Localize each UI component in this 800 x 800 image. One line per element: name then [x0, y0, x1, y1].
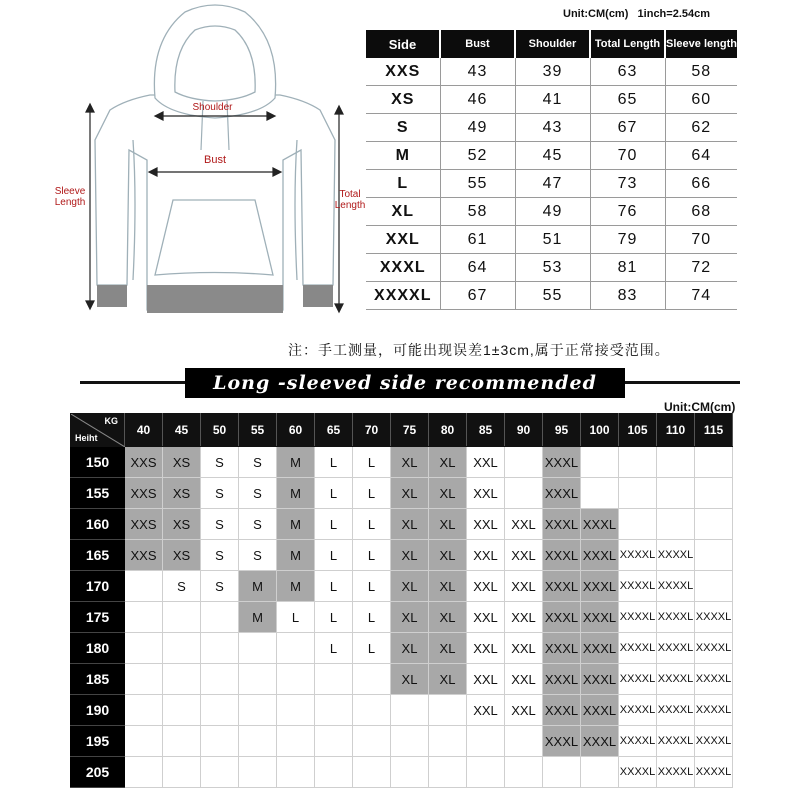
height-row [71, 633, 733, 664]
size-recommendation: L [353, 571, 391, 602]
size-value: 47 [515, 170, 590, 198]
size-recommendation: XXXL [581, 664, 619, 695]
size-recommendation: XXXXL [657, 540, 695, 571]
size-value: 43 [440, 58, 515, 86]
size-value: 58 [440, 198, 515, 226]
size-recommendation: XXS [125, 447, 163, 478]
size-recommendation: XXXXL [695, 757, 733, 788]
size-value: 70 [590, 142, 665, 170]
size-recommendation: M [277, 509, 315, 540]
size-row [366, 114, 737, 142]
size-recommendation: XXXL [543, 664, 581, 695]
height-row [71, 540, 733, 571]
size-recommendation: L [353, 633, 391, 664]
size-value: 81 [590, 254, 665, 282]
size-recommendation: XXXL [581, 540, 619, 571]
size-value: 76 [590, 198, 665, 226]
weight-header: 70 [353, 414, 391, 447]
kg-label: KG [104, 416, 118, 426]
size-recommendation: XXXXL [619, 540, 657, 571]
size-recommendation [391, 757, 429, 788]
size-recommendation: XXXL [581, 695, 619, 726]
size-recommendation [201, 726, 239, 757]
size-recommendation: XXXXL [619, 602, 657, 633]
size-recommendation [201, 602, 239, 633]
size-value: 74 [665, 282, 737, 310]
size-value: 51 [515, 226, 590, 254]
sleeve-length-label: Sleeve Length [54, 186, 86, 208]
size-recommendation: XL [429, 447, 467, 478]
size-value: 67 [590, 114, 665, 142]
height-row [71, 509, 733, 540]
size-recommendation [695, 478, 733, 509]
size-recommendation: L [315, 540, 353, 571]
banner-rule-right [625, 381, 740, 384]
bust-label: Bust [203, 154, 226, 166]
size-recommendation [353, 757, 391, 788]
size-recommendation: XXL [505, 664, 543, 695]
size-recommendation: XXXL [543, 571, 581, 602]
col-total-length: Total Length [590, 30, 665, 58]
size-recommendation: L [315, 602, 353, 633]
weight-header: 90 [505, 414, 543, 447]
weight-header: 95 [543, 414, 581, 447]
height-row [71, 695, 733, 726]
size-recommendation [505, 478, 543, 509]
size-recommendation: XL [391, 540, 429, 571]
size-recommendation: L [353, 540, 391, 571]
size-recommendation: XXXXL [619, 757, 657, 788]
size-recommendation: L [353, 602, 391, 633]
size-recommendation: XXL [505, 633, 543, 664]
weight-header: 60 [277, 414, 315, 447]
size-recommendation: XL [391, 602, 429, 633]
size-recommendation: XXXXL [619, 571, 657, 602]
height-value: 155 [71, 478, 125, 509]
size-recommendation [353, 726, 391, 757]
size-recommendation [505, 447, 543, 478]
weight-header: 40 [125, 414, 163, 447]
size-recommendation [201, 757, 239, 788]
weight-header: 80 [429, 414, 467, 447]
size-recommendation [163, 602, 201, 633]
size-recommendation: XL [429, 633, 467, 664]
size-recommendation: XL [391, 509, 429, 540]
size-recommendation: L [353, 509, 391, 540]
size-recommendation: XXXL [581, 571, 619, 602]
size-row [366, 86, 737, 114]
height-value: 180 [71, 633, 125, 664]
size-row [366, 254, 737, 282]
size-recommendation: S [239, 478, 277, 509]
size-recommendation: XXXXL [619, 633, 657, 664]
col-side: Side [366, 30, 440, 58]
size-row [366, 198, 737, 226]
size-recommendation: XXL [505, 509, 543, 540]
size-recommendation [125, 695, 163, 726]
size-recommendation [429, 726, 467, 757]
size-recommendation: XXXL [581, 602, 619, 633]
weight-header: 105 [619, 414, 657, 447]
size-recommendation: L [315, 571, 353, 602]
size-recommendation: XXXXL [657, 695, 695, 726]
size-value: 45 [515, 142, 590, 170]
size-recommendation [315, 757, 353, 788]
size-recommendation: XXS [125, 540, 163, 571]
size-recommendation: XXXXL [657, 571, 695, 602]
size-row [366, 282, 737, 310]
size-recommendation: S [239, 509, 277, 540]
measurement-note: 注：手工测量，可能出现误差1±3cm,属于正常接受范围。 [288, 342, 670, 358]
size-recommendation: XXL [505, 695, 543, 726]
size-label: XL [366, 198, 440, 226]
weight-header: 75 [391, 414, 429, 447]
size-recommendation: XXXXL [695, 664, 733, 695]
size-recommendation [391, 695, 429, 726]
size-value: 61 [440, 226, 515, 254]
size-chart-header [366, 30, 737, 58]
size-recommendation: XL [429, 602, 467, 633]
size-recommendation [163, 757, 201, 788]
size-recommendation [239, 664, 277, 695]
height-row [71, 757, 733, 788]
size-recommendation [125, 664, 163, 695]
size-recommendation [315, 726, 353, 757]
size-recommendation: L [353, 447, 391, 478]
height-row [71, 571, 733, 602]
size-recommendation: XXS [125, 509, 163, 540]
size-row [366, 226, 737, 254]
size-recommendation [353, 664, 391, 695]
size-value: 49 [440, 114, 515, 142]
size-value: 53 [515, 254, 590, 282]
size-recommendation: XXL [467, 695, 505, 726]
size-recommendation: XXXL [581, 726, 619, 757]
size-recommendation [239, 726, 277, 757]
weight-header: 115 [695, 414, 733, 447]
size-recommendation: S [201, 571, 239, 602]
size-recommendation: XXL [467, 571, 505, 602]
size-label: S [366, 114, 440, 142]
height-row [71, 447, 733, 478]
size-recommendation: M [239, 602, 277, 633]
size-recommendation: XXL [467, 633, 505, 664]
size-recommendation: S [201, 509, 239, 540]
size-label: XXXXL [366, 282, 440, 310]
size-recommendation [429, 757, 467, 788]
size-recommendation [695, 509, 733, 540]
size-recommendation: XS [163, 447, 201, 478]
size-row [366, 170, 737, 198]
size-recommendation: XL [391, 664, 429, 695]
size-recommendation: XXXXL [695, 602, 733, 633]
height-value: 160 [71, 509, 125, 540]
size-recommendation: XXXL [543, 726, 581, 757]
size-recommendation [277, 664, 315, 695]
height-value: 165 [71, 540, 125, 571]
unit-note: Unit:CM(cm) 1inch=2.54cm [563, 8, 711, 20]
size-value: 49 [515, 198, 590, 226]
size-recommendation: XXXL [581, 509, 619, 540]
size-value: 58 [665, 58, 737, 86]
size-recommendation: M [239, 571, 277, 602]
size-recommendation: XS [163, 478, 201, 509]
size-recommendation [619, 447, 657, 478]
size-recommendation: S [239, 540, 277, 571]
size-label: M [366, 142, 440, 170]
size-recommendation: XXXL [543, 509, 581, 540]
size-recommendation: XL [429, 540, 467, 571]
size-recommendation [657, 509, 695, 540]
size-recommendation: L [315, 633, 353, 664]
weight-header-row [71, 414, 733, 447]
rec-unit-note: Unit:CM(cm) [664, 400, 736, 414]
size-value: 41 [515, 86, 590, 114]
size-recommendation [429, 695, 467, 726]
recommend-banner: Long -sleeved side recommended [185, 368, 625, 398]
size-recommendation [619, 478, 657, 509]
size-recommendation: XXXXL [619, 664, 657, 695]
size-recommendation [277, 695, 315, 726]
size-recommendation: XXXXL [695, 726, 733, 757]
size-recommendation [581, 757, 619, 788]
size-value: 67 [440, 282, 515, 310]
size-recommendation [163, 633, 201, 664]
size-recommendation: S [239, 447, 277, 478]
size-recommendation [125, 726, 163, 757]
size-recommendation [695, 447, 733, 478]
weight-header: 110 [657, 414, 695, 447]
size-recommendation [315, 695, 353, 726]
size-recommendation: XXL [467, 447, 505, 478]
size-recommendation: XL [391, 633, 429, 664]
size-recommendation: XXXXL [657, 757, 695, 788]
size-recommendation [581, 478, 619, 509]
size-recommendation: XL [391, 571, 429, 602]
weight-header: 65 [315, 414, 353, 447]
recommendation-table [70, 413, 733, 788]
size-recommendation: XXL [467, 664, 505, 695]
size-recommendation: XXL [505, 571, 543, 602]
table-corner [71, 414, 125, 447]
height-value: 205 [71, 757, 125, 788]
size-recommendation: XXXXL [657, 726, 695, 757]
size-recommendation: XXXL [543, 602, 581, 633]
height-value: 190 [71, 695, 125, 726]
size-value: 72 [665, 254, 737, 282]
col-sleeve-length: Sleeve length [665, 30, 737, 58]
size-recommendation [125, 633, 163, 664]
height-row [71, 664, 733, 695]
size-recommendation [277, 633, 315, 664]
size-recommendation: XXXXL [695, 633, 733, 664]
size-recommendation: XXXXL [695, 695, 733, 726]
size-recommendation [657, 447, 695, 478]
height-value: 175 [71, 602, 125, 633]
size-recommendation [543, 757, 581, 788]
size-value: 70 [665, 226, 737, 254]
size-label: XXL [366, 226, 440, 254]
size-recommendation [581, 447, 619, 478]
size-recommendation: S [201, 540, 239, 571]
weight-header: 85 [467, 414, 505, 447]
height-row [71, 726, 733, 757]
size-recommendation [619, 509, 657, 540]
size-recommendation [163, 726, 201, 757]
size-value: 66 [665, 170, 737, 198]
size-recommendation: XXL [467, 478, 505, 509]
size-value: 46 [440, 86, 515, 114]
height-row [71, 602, 733, 633]
size-chart-table [366, 30, 737, 310]
size-recommendation: S [201, 447, 239, 478]
size-value: 73 [590, 170, 665, 198]
size-recommendation [163, 695, 201, 726]
size-recommendation [695, 540, 733, 571]
size-recommendation [467, 757, 505, 788]
size-value: 52 [440, 142, 515, 170]
size-label: XXXL [366, 254, 440, 282]
size-label: XS [366, 86, 440, 114]
size-recommendation: XS [163, 509, 201, 540]
size-recommendation [277, 757, 315, 788]
size-recommendation: XXL [467, 540, 505, 571]
size-recommendation: XL [429, 664, 467, 695]
size-value: 79 [590, 226, 665, 254]
size-recommendation [201, 695, 239, 726]
size-value: 55 [515, 282, 590, 310]
size-value: 55 [440, 170, 515, 198]
size-recommendation: XXXXL [657, 602, 695, 633]
weight-header: 55 [239, 414, 277, 447]
size-recommendation: XS [163, 540, 201, 571]
size-recommendation [201, 633, 239, 664]
size-recommendation: S [201, 478, 239, 509]
size-recommendation: XXXXL [657, 664, 695, 695]
size-recommendation: M [277, 571, 315, 602]
size-recommendation: L [353, 478, 391, 509]
size-recommendation [467, 726, 505, 757]
size-recommendation: XXXL [543, 540, 581, 571]
size-recommendation [277, 726, 315, 757]
size-recommendation: XXL [505, 602, 543, 633]
size-recommendation [201, 664, 239, 695]
size-value: 63 [590, 58, 665, 86]
size-label: XXS [366, 58, 440, 86]
size-recommendation [163, 664, 201, 695]
size-value: 83 [590, 282, 665, 310]
size-recommendation: XXL [467, 602, 505, 633]
size-value: 62 [665, 114, 737, 142]
size-recommendation [505, 726, 543, 757]
shoulder-label: Shoulder [192, 102, 233, 113]
size-recommendation: XXL [505, 540, 543, 571]
size-recommendation: XXXL [543, 633, 581, 664]
size-value: 68 [665, 198, 737, 226]
size-recommendation [125, 571, 163, 602]
height-value: 185 [71, 664, 125, 695]
height-value: 170 [71, 571, 125, 602]
size-recommendation: XL [429, 478, 467, 509]
size-recommendation [695, 571, 733, 602]
size-recommendation: M [277, 478, 315, 509]
size-recommendation: XXXL [543, 695, 581, 726]
size-recommendation [657, 478, 695, 509]
size-value: 65 [590, 86, 665, 114]
size-value: 60 [665, 86, 737, 114]
size-recommendation: L [277, 602, 315, 633]
size-recommendation: XL [429, 571, 467, 602]
size-recommendation: XXL [467, 509, 505, 540]
col-bust: Bust [440, 30, 515, 58]
weight-header: 45 [163, 414, 201, 447]
total-length-label: Total Length [334, 189, 366, 211]
size-recommendation: XL [429, 509, 467, 540]
weight-header: 50 [201, 414, 239, 447]
size-recommendation: XXXL [581, 633, 619, 664]
size-recommendation [353, 695, 391, 726]
size-value: 64 [665, 142, 737, 170]
size-recommendation: XXS [125, 478, 163, 509]
size-recommendation [125, 757, 163, 788]
size-recommendation: XXXXL [619, 695, 657, 726]
size-recommendation [239, 695, 277, 726]
size-value: 64 [440, 254, 515, 282]
height-label: Heiht [75, 433, 98, 443]
size-value: 39 [515, 58, 590, 86]
size-recommendation [125, 602, 163, 633]
size-row [366, 58, 737, 86]
size-recommendation [391, 726, 429, 757]
size-recommendation: M [277, 540, 315, 571]
col-shoulder: Shoulder [515, 30, 590, 58]
size-recommendation: S [163, 571, 201, 602]
size-recommendation [239, 633, 277, 664]
size-recommendation: XL [391, 478, 429, 509]
height-row [71, 478, 733, 509]
size-recommendation: XXXL [543, 447, 581, 478]
size-recommendation: XL [391, 447, 429, 478]
size-recommendation: M [277, 447, 315, 478]
size-recommendation [505, 757, 543, 788]
size-recommendation: XXXL [543, 478, 581, 509]
weight-header: 100 [581, 414, 619, 447]
size-recommendation [315, 664, 353, 695]
size-recommendation: XXXXL [619, 726, 657, 757]
banner-rule-left [80, 381, 185, 384]
size-recommendation: XXXXL [657, 633, 695, 664]
size-value: 43 [515, 114, 590, 142]
size-recommendation: L [315, 447, 353, 478]
size-recommendation: L [315, 509, 353, 540]
size-row [366, 142, 737, 170]
height-value: 150 [71, 447, 125, 478]
height-value: 195 [71, 726, 125, 757]
size-recommendation: L [315, 478, 353, 509]
size-label: L [366, 170, 440, 198]
size-recommendation [239, 757, 277, 788]
